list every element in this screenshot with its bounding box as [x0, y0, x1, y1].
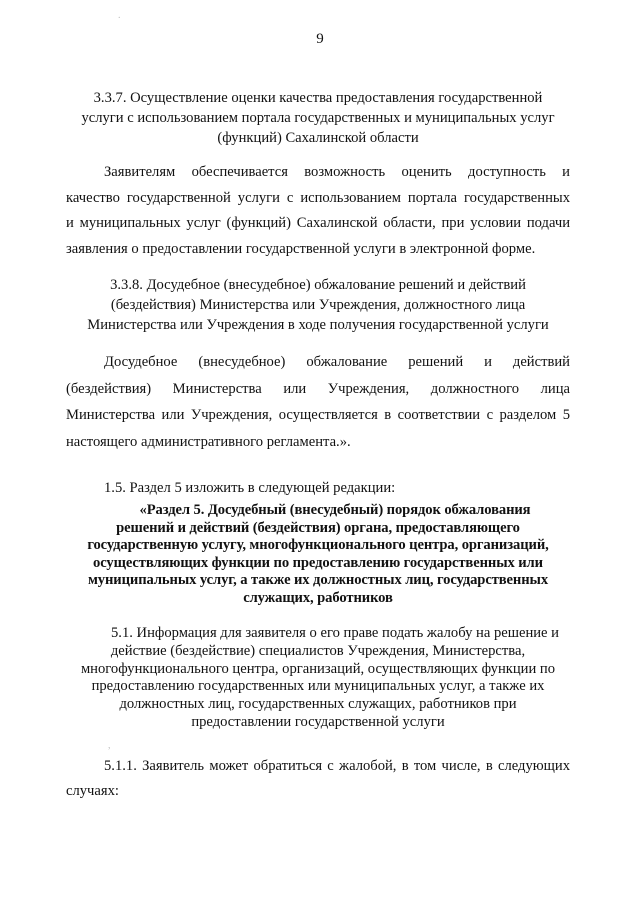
- paragraph-3-3-8: [66, 349, 570, 455]
- scan-mark: ,: [108, 740, 111, 751]
- title-line: служащих, работников: [243, 589, 393, 606]
- heading-line: 5.1. Информация для заявителя о его праве подать жалобу на решение и: [111, 625, 559, 641]
- paragraph-line: заявления о предоставлении государственной услуги в электронной форме.: [66, 240, 536, 257]
- title-line: решений и действий (бездействия) органа, предоставляющего: [116, 519, 520, 536]
- title-line: государственную услугу, многофункционального центра, организаций,: [87, 537, 549, 554]
- title-line: «Раздел 5. Досудебный (внесудебный) порядок обжалования: [139, 502, 531, 518]
- section-5-title: [66, 502, 570, 608]
- heading-line: должностных лиц, государственных служащих, работников при: [119, 696, 517, 713]
- heading-3-3-7: [66, 88, 570, 148]
- heading-line: 3.3.8. Досудебное (внесудебное) обжалование решений и действий: [110, 277, 526, 293]
- heading-3-3-8: [66, 275, 570, 335]
- paragraph-line: 1.5. Раздел 5 изложить в следующей редакции:: [104, 480, 396, 496]
- heading-line: 3.3.7. Осуществление оценки качества предоставления государственной: [93, 90, 543, 106]
- heading-line: предоставлению государственных или муниципальных услуг, а также их: [91, 678, 545, 695]
- heading-line: Министерства или Учреждения в ходе получения государственной услуги: [87, 317, 549, 333]
- paragraph-line: Министерства или Учреждения, осуществляется в соответствии с разделом 5: [66, 407, 570, 423]
- paragraph-line: Досудебное (внесудебное) обжалование решений и действий: [104, 354, 570, 370]
- heading-line: действие (бездействие) специалистов Учреждения, Министерства,: [110, 642, 526, 659]
- paragraph-line: Заявителям обеспечивается возможность оценить доступность и: [104, 164, 570, 180]
- paragraph-line: (бездействия) Министерства или Учреждения, должностного лица: [66, 380, 570, 397]
- heading-line: многофункционального центра, организаций, осуществляющих функции по: [80, 660, 556, 677]
- title-line: муниципальных услуг, а также их должностных лиц, государственных: [87, 572, 549, 589]
- paragraph-3-3-7: [66, 160, 570, 262]
- heading-line: предоставлении государственной услуги: [191, 713, 445, 730]
- paragraph-line: и муниципальных услуг (функций) Сахалинской области, при условии подачи: [66, 215, 570, 231]
- heading-line: (функций) Сахалинской области: [217, 130, 419, 146]
- heading-line: услуги с использованием портала государственных и муниципальных услуг: [81, 110, 555, 126]
- paragraph-line: качество государственной услуги с использованием портала государственных: [66, 189, 570, 206]
- scan-mark: .: [118, 10, 121, 21]
- title-line: осуществляющих функции по предоставлению государственных или: [93, 554, 543, 571]
- paragraph-5-1-1: [66, 754, 570, 804]
- paragraph-line: 5.1.1. Заявитель может обратиться с жалобой, в том числе, в следующих: [104, 758, 570, 774]
- page-number: 9: [316, 31, 324, 47]
- paragraph-line: настоящего административного регламента.».: [66, 433, 351, 450]
- paragraph-line: случаях:: [66, 783, 119, 799]
- heading-5-1: [66, 625, 570, 732]
- paragraph-1-5: [66, 478, 570, 498]
- heading-line: (бездействия) Министерства или Учреждения, должностного лица: [110, 297, 526, 313]
